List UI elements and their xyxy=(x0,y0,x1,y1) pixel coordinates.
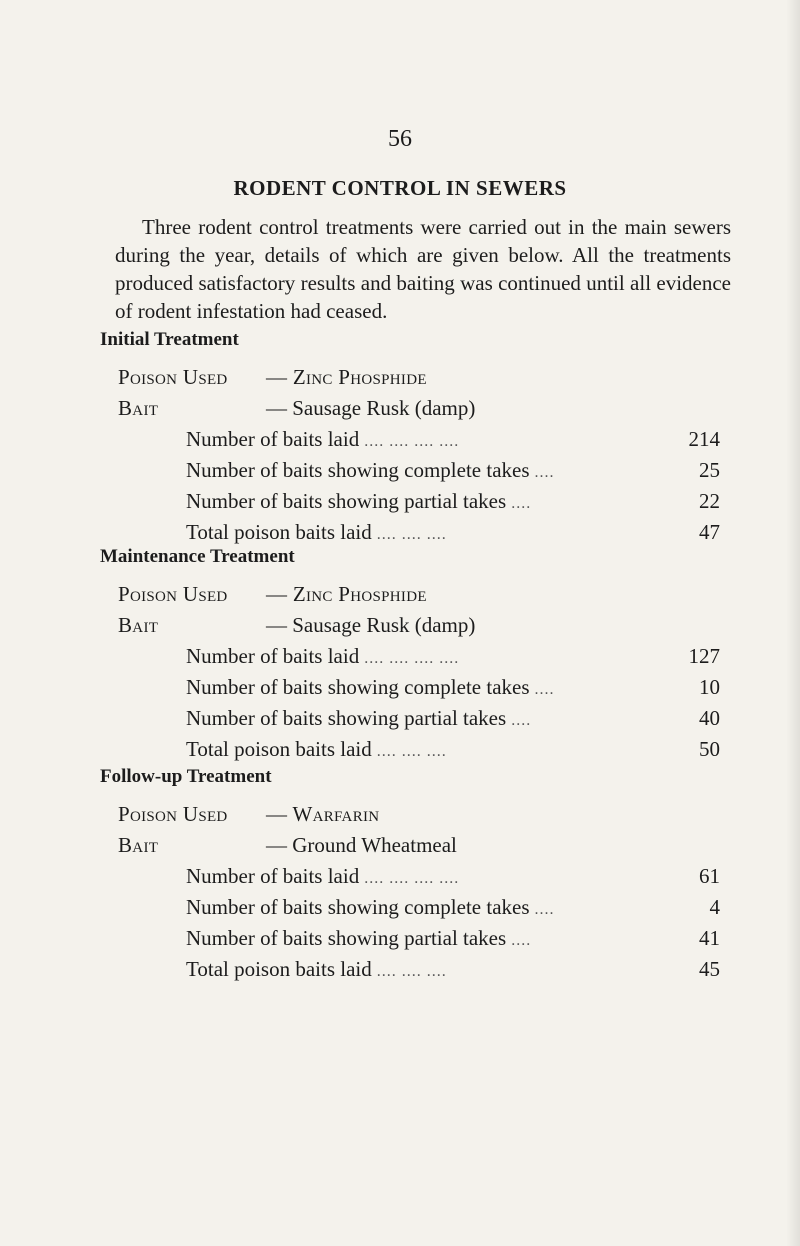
stat-row xyxy=(100,455,720,486)
stat-value: 22 xyxy=(699,489,720,513)
dot-leader: .... .... .... .... xyxy=(359,650,460,667)
section-maintenance-treatment xyxy=(100,543,720,765)
stat-row xyxy=(100,641,720,672)
stat-row xyxy=(100,954,720,985)
section-initial-treatment xyxy=(100,326,720,548)
stat-row xyxy=(100,703,720,734)
stat-row xyxy=(100,923,720,954)
stat-label: Number of baits laid xyxy=(186,427,360,451)
stat-value: 10 xyxy=(699,675,720,699)
stat-label: Number of baits showing partial takes xyxy=(186,926,507,950)
section-heading: Follow-up Treatment xyxy=(100,766,272,787)
section-heading: Initial Treatment xyxy=(100,329,239,350)
stat-label: Number of baits laid xyxy=(186,864,360,888)
section-heading: Maintenance Treatment xyxy=(100,546,295,567)
stat-value: 45 xyxy=(699,957,720,981)
stat-label: Number of baits showing complete takes xyxy=(186,458,530,482)
stat-row xyxy=(100,486,720,517)
stat-row xyxy=(100,861,720,892)
bait-label: Bait xyxy=(118,833,159,857)
dot-leader: .... xyxy=(529,464,555,481)
bait-row xyxy=(100,393,720,424)
stat-label: Number of baits laid xyxy=(186,644,360,668)
dot-leader: .... xyxy=(529,901,555,918)
dot-leader: .... .... .... .... xyxy=(359,433,460,450)
stat-label: Number of baits showing complete takes xyxy=(186,895,530,919)
bait-value: — Sausage Rusk (damp) xyxy=(266,396,476,420)
stat-label: Number of baits showing partial takes xyxy=(186,489,507,513)
dot-leader: .... xyxy=(529,681,555,698)
stat-value: 25 xyxy=(699,458,720,482)
page-number: 56 xyxy=(388,126,412,152)
stat-row xyxy=(100,424,720,455)
stat-label: Total poison baits laid xyxy=(186,520,372,544)
stat-value: 127 xyxy=(688,644,720,668)
dot-leader: .... .... .... xyxy=(371,743,447,760)
stat-value: 50 xyxy=(699,737,720,761)
page-title: RODENT CONTROL IN SEWERS xyxy=(233,176,567,200)
dot-leader: .... xyxy=(506,932,532,949)
bait-value: — Ground Wheatmeal xyxy=(266,833,457,857)
stat-value: 61 xyxy=(699,864,720,888)
stat-value: 41 xyxy=(699,926,720,950)
stat-label: Total poison baits laid xyxy=(186,957,372,981)
section-follow-up-treatment xyxy=(100,763,720,985)
stat-row xyxy=(100,672,720,703)
poison-row xyxy=(100,579,720,610)
poison-row xyxy=(100,362,720,393)
dot-leader: .... xyxy=(506,495,532,512)
stat-value: 47 xyxy=(699,520,720,544)
poison-value: — Zinc Phosphide xyxy=(266,365,427,389)
intro-paragraph: Three rodent control treatments were carried out in the main sewers during the year, details of which are given below. All the treatments produced satisfactory results and baiting was continued until all evidence of rodent infestation had ceased. xyxy=(115,215,731,323)
stat-label: Number of baits showing partial takes xyxy=(186,706,507,730)
poison-row xyxy=(100,799,720,830)
bait-label: Bait xyxy=(118,613,159,637)
bait-row xyxy=(100,610,720,641)
dot-leader: .... .... .... .... xyxy=(359,870,460,887)
bait-row xyxy=(100,830,720,861)
bait-value: — Sausage Rusk (damp) xyxy=(266,613,476,637)
poison-value: — Warfarin xyxy=(266,802,380,826)
bait-label: Bait xyxy=(118,396,159,420)
poison-label: Poison Used xyxy=(118,802,228,826)
poison-value: — Zinc Phosphide xyxy=(266,582,427,606)
stat-value: 4 xyxy=(709,895,720,919)
dot-leader: .... .... .... xyxy=(371,963,447,980)
dot-leader: .... xyxy=(506,712,532,729)
stat-row xyxy=(100,892,720,923)
stat-label: Total poison baits laid xyxy=(186,737,372,761)
stat-value: 40 xyxy=(699,706,720,730)
poison-label: Poison Used xyxy=(118,365,228,389)
dot-leader: .... .... .... xyxy=(371,526,447,543)
poison-label: Poison Used xyxy=(118,582,228,606)
stat-row xyxy=(100,734,720,765)
stat-value: 214 xyxy=(688,427,720,451)
stat-label: Number of baits showing complete takes xyxy=(186,675,530,699)
